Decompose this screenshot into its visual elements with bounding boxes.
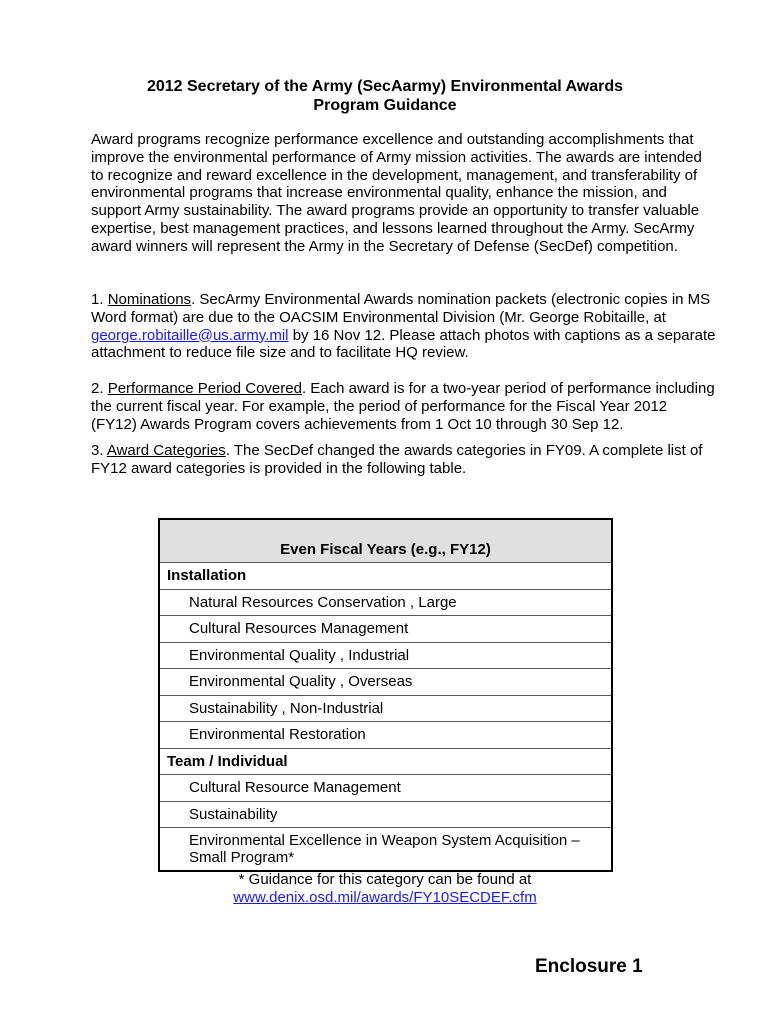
row-line-1: Environmental Excellence in Weapon System Acquisition – bbox=[189, 832, 580, 849]
table-header: Even Fiscal Years (e.g., FY12) bbox=[159, 519, 612, 563]
performance-period-paragraph bbox=[91, 380, 716, 433]
award-categories-heading: Award Categories bbox=[106, 442, 226, 459]
table-row: Cultural Resources Management bbox=[159, 616, 612, 643]
table-row: Sustainability , Non-Industrial bbox=[159, 695, 612, 722]
award-categories-table bbox=[158, 518, 613, 872]
section-number: 2. bbox=[91, 380, 108, 397]
title-line-2: Program Guidance bbox=[313, 97, 457, 114]
award-categories-paragraph bbox=[91, 442, 716, 478]
nominations-paragraph bbox=[91, 291, 716, 362]
email-link[interactable]: george.robitaille@us.army.mil bbox=[91, 326, 289, 344]
denix-link[interactable]: www.denix.osd.mil/awards/FY10SECDEF.cfm bbox=[233, 889, 537, 906]
enclosure-label: Enclosure 1 bbox=[535, 956, 643, 977]
table-row: Environmental Quality , Industrial bbox=[159, 642, 612, 669]
table-row: Environmental Restoration bbox=[159, 722, 612, 749]
document-title bbox=[0, 77, 770, 115]
table-row: Cultural Resource Management bbox=[159, 775, 612, 802]
table-row: Natural Resources Conservation , Large bbox=[159, 589, 612, 616]
nominations-heading: Nominations bbox=[107, 291, 192, 308]
performance-period-heading: Performance Period Covered bbox=[107, 380, 302, 397]
row-line-2: Small Program* bbox=[189, 849, 295, 866]
section-installation: Installation bbox=[159, 563, 612, 590]
performance-period-text: . Each award is for a two-year period of performance including the current fiscal year. For example, the period of performance for the Fiscal Year 2012 (FY12) Awards Program covers achievements from 1 Oct 10 through 30 Sep 12. bbox=[91, 380, 715, 433]
section-number: 3. bbox=[91, 442, 107, 459]
table-row: Sustainability bbox=[159, 801, 612, 828]
award-categories-text: . The SecDef changed the awards categories in FY09. A complete list of FY12 award categories is provided in the following table. bbox=[91, 442, 703, 477]
nominations-text-2: by 16 Nov 12. Please attach photos with captions as a separate attachment to reduce file size and to facilitate HQ review. bbox=[91, 326, 716, 362]
footnote bbox=[0, 871, 770, 907]
nominations-text: . SecArmy Environmental Awards nomination packets (electronic copies in MS Word format) are due to the OACSIM Environmental Division (Mr. George Robitaille, at bbox=[91, 291, 711, 326]
section-number: 1. bbox=[91, 291, 108, 308]
table-row bbox=[159, 828, 612, 872]
table-row: Environmental Quality , Overseas bbox=[159, 669, 612, 696]
intro-paragraph: Award programs recognize performance excellence and outstanding accomplishments that improve the environmental performance of Army mission activities. The awards are intended to recognize and reward excellence in the development, management, and transferability of environmental programs that increase environmental quality, enhance the mission, and support Army sustainability. The award programs provide an opportunity to transfer valuable expertise, best management practices, and lessons learned throughout the Army. SecArmy award winners will represent the Army in the Secretary of Defense (SecDef) competition. bbox=[91, 131, 702, 255]
footnote-text: * Guidance for this category can be found at bbox=[238, 871, 532, 888]
section-team-individual: Team / Individual bbox=[159, 748, 612, 775]
title-line-1: 2012 Secretary of the Army (SecAarmy) Environmental Awards bbox=[146, 78, 624, 95]
